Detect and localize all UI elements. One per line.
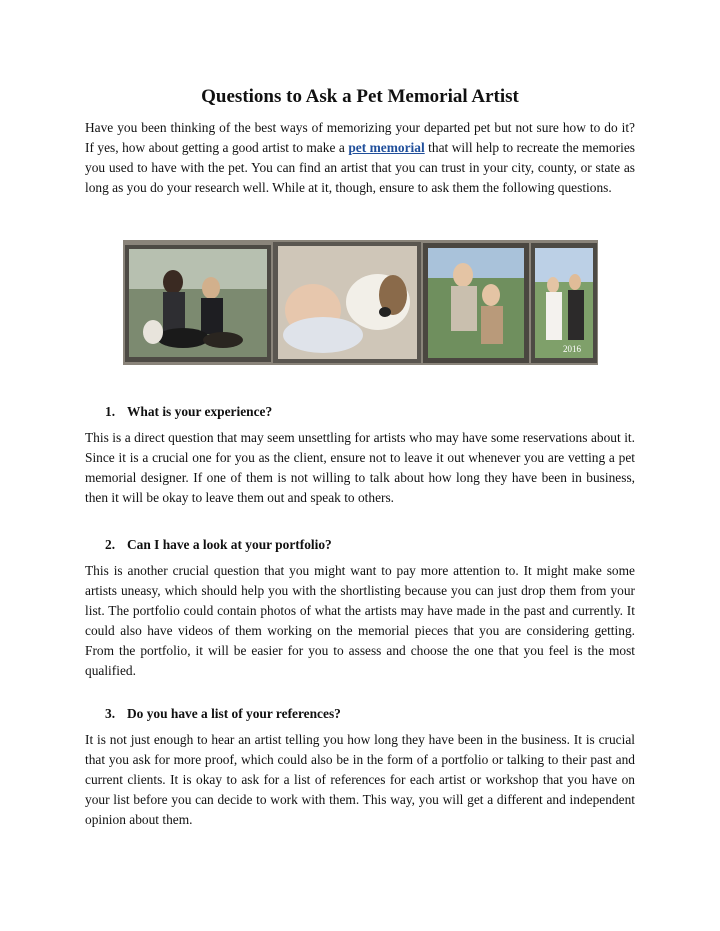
slate-photo-family-dogs (125, 245, 271, 362)
question-2-heading (105, 537, 332, 553)
question-1-heading (105, 404, 272, 420)
photo-collage (123, 240, 598, 365)
slate-year-label: 2016 (563, 344, 581, 354)
question-1-number: 1. (105, 404, 116, 419)
intro-paragraph (85, 118, 635, 198)
question-3-title: Do you have a list of your references? (127, 706, 341, 721)
page-title: Questions to Ask a Pet Memorial Artist (201, 86, 519, 107)
intro-text-before: Have you been thinking of the best ways of memorizing your departed pet but not sure how to do it? If yes, how about getting a good artist to make a (85, 120, 635, 155)
question-2-title: Can I have a look at your portfolio? (127, 537, 332, 552)
slate-photo-baby-dog (273, 242, 421, 363)
intro-text-after: that will help to recreate the memories you used to have with the pet. You can find an artist that you can trust in your city, county, or state as long as you do your research well. While at it, though, ensure to ask them the following questions. (85, 140, 635, 195)
photo-collage-icon (123, 240, 598, 365)
slate-photo-girls (423, 243, 529, 363)
pet-memorial-link[interactable]: pet memorial (348, 140, 425, 155)
question-2-body: This is another crucial question that you might want to pay more attention to. It might make some artists uneasy, which should help you with the shortlisting because you can just drop them from your list. The portfolio could contain photos of what the artists may have made in the past and currently. It could also have videos of them working on the memorial pieces that you are considering getting. From the portfolio, it will be easier for you to assess and choose the one that you feel is the most qualified. (85, 563, 635, 678)
question-1-body: This is a direct question that may seem unsettling for artists who may have some reservations about it. Since it is a crucial one for you as the client, ensure not to leave it out whenever you are vetting a pet memorial designer. If one of them is not willing to talk about how long they have been in business, then it will be okay to leave them out and speak to others. (85, 430, 635, 505)
question-3-number: 3. (105, 706, 116, 721)
question-2-number: 2. (105, 537, 116, 552)
slate-photo-wedding (531, 243, 597, 363)
question-1-title: What is your experience? (127, 404, 273, 419)
question-3-heading (105, 706, 341, 722)
question-3-body: It is not just enough to hear an artist telling you how long they have been in the business. It is crucial that you ask for more proof, which could also be in the form of a portfolio or talking to their past and current clients. It is okay to ask for a list of references for each artist or workshop that you have on your list before you can decide to work with them. This way, you will get a different and independent opinion about them. (85, 732, 635, 827)
